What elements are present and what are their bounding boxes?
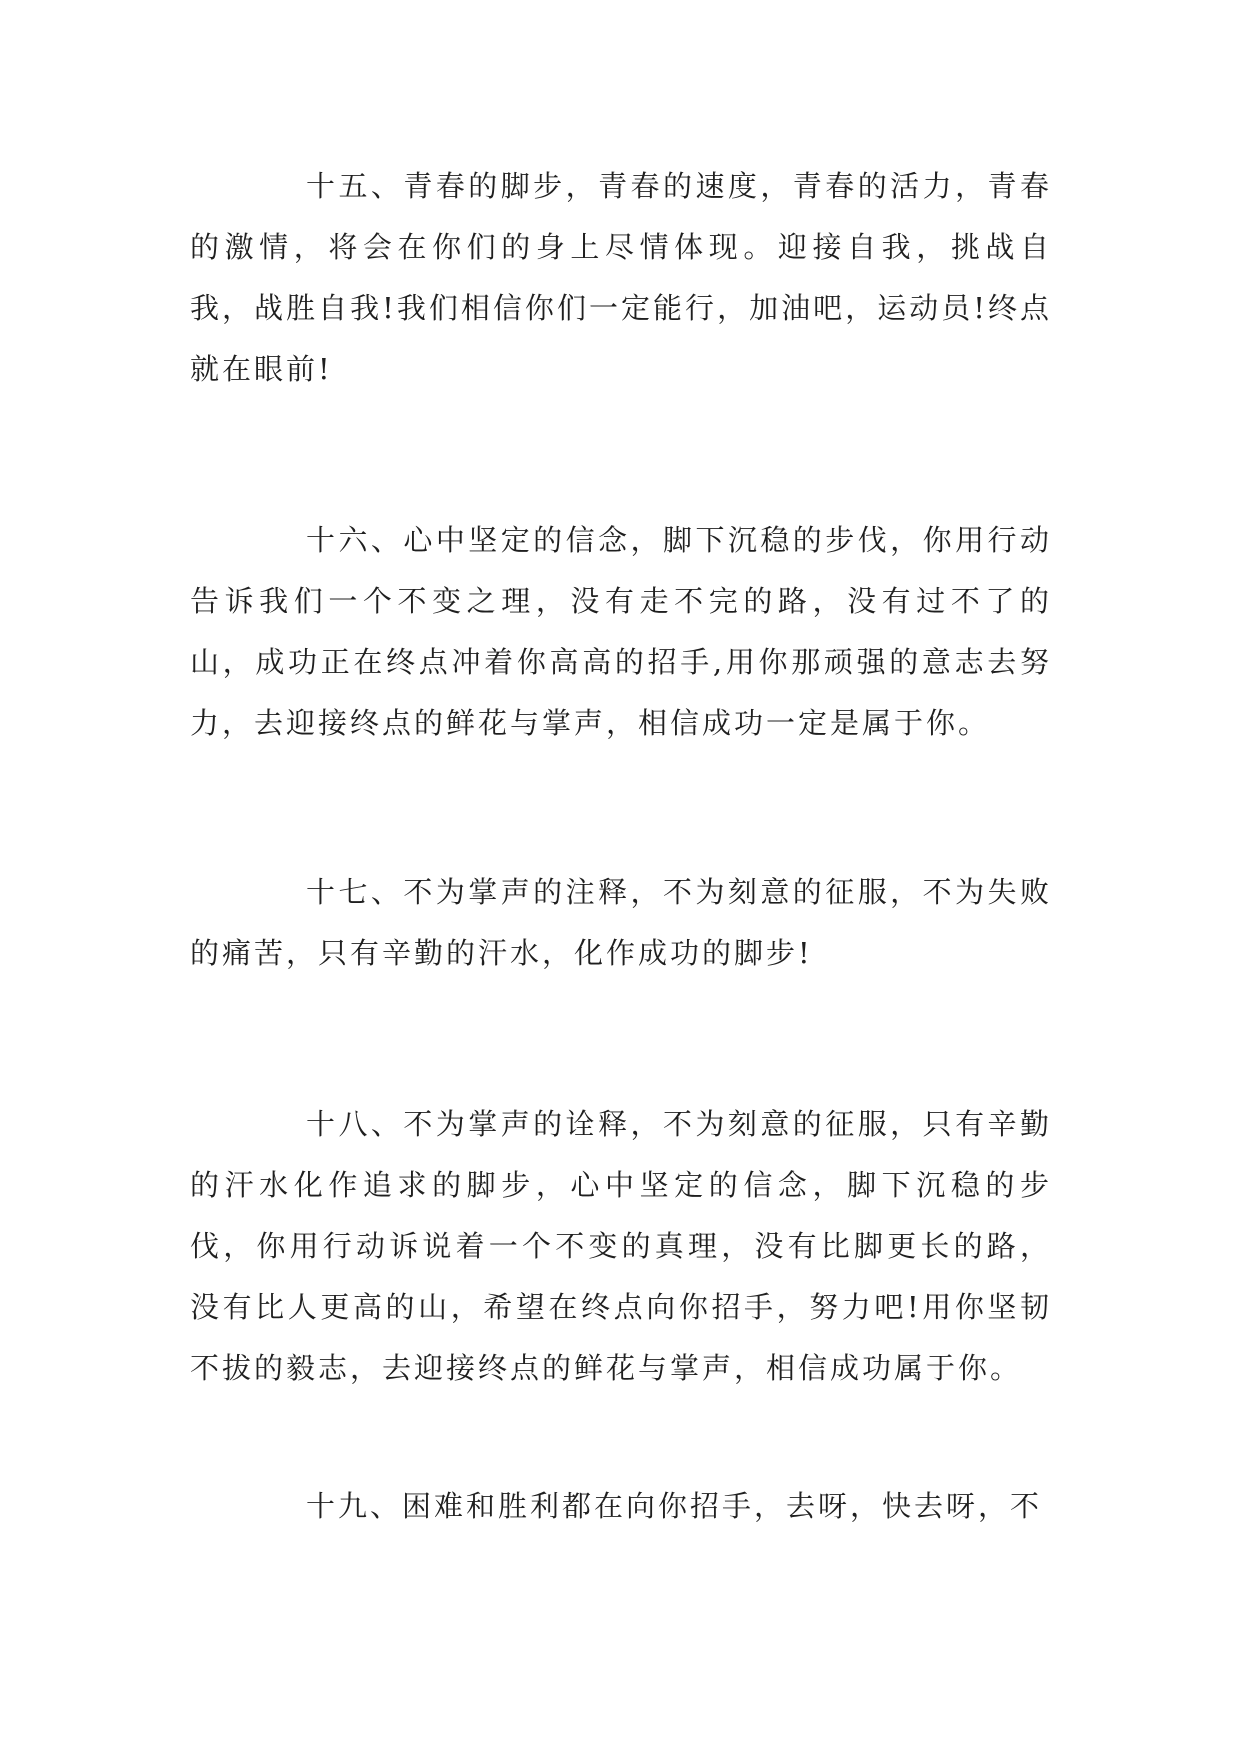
paragraph-17: 十七、不为掌声的注释，不为刻意的征服，不为失败的痛苦，只有辛勤的汗水，化作成功的脚步! bbox=[190, 875, 1052, 970]
paragraph-19: 十九、困难和胜利都在向你招手，去呀，快去呀，不 bbox=[306, 1489, 1043, 1523]
paragraph-16: 十六、心中坚定的信念，脚下沉稳的步伐，你用行动告诉我们一个不变之理，没有走不完的路，没有过不了的山，成功正在终点冲着你高高的招手,用你那顽强的意志去努力，去迎接终点的鲜花与掌声，相信成功一定是属于你。 bbox=[190, 523, 1052, 740]
paragraph-18: 十八、不为掌声的诠释，不为刻意的征服，只有辛勤的汗水化作追求的脚步，心中坚定的信念，脚下沉稳的步伐，你用行动诉说着一个不变的真理，没有比脚更长的路，没有比人更高的山，希望在终点向你招手，努力吧!用你坚韧不拔的毅志，去迎接终点的鲜花与掌声，相信成功属于你。 bbox=[190, 1107, 1052, 1385]
paragraph-15: 十五、青春的脚步，青春的速度，青春的活力，青春的激情，将会在你们的身上尽情体现。迎接自我，挑战自我，战胜自我!我们相信你们一定能行，加油吧，运动员!终点就在眼前! bbox=[190, 169, 1052, 386]
